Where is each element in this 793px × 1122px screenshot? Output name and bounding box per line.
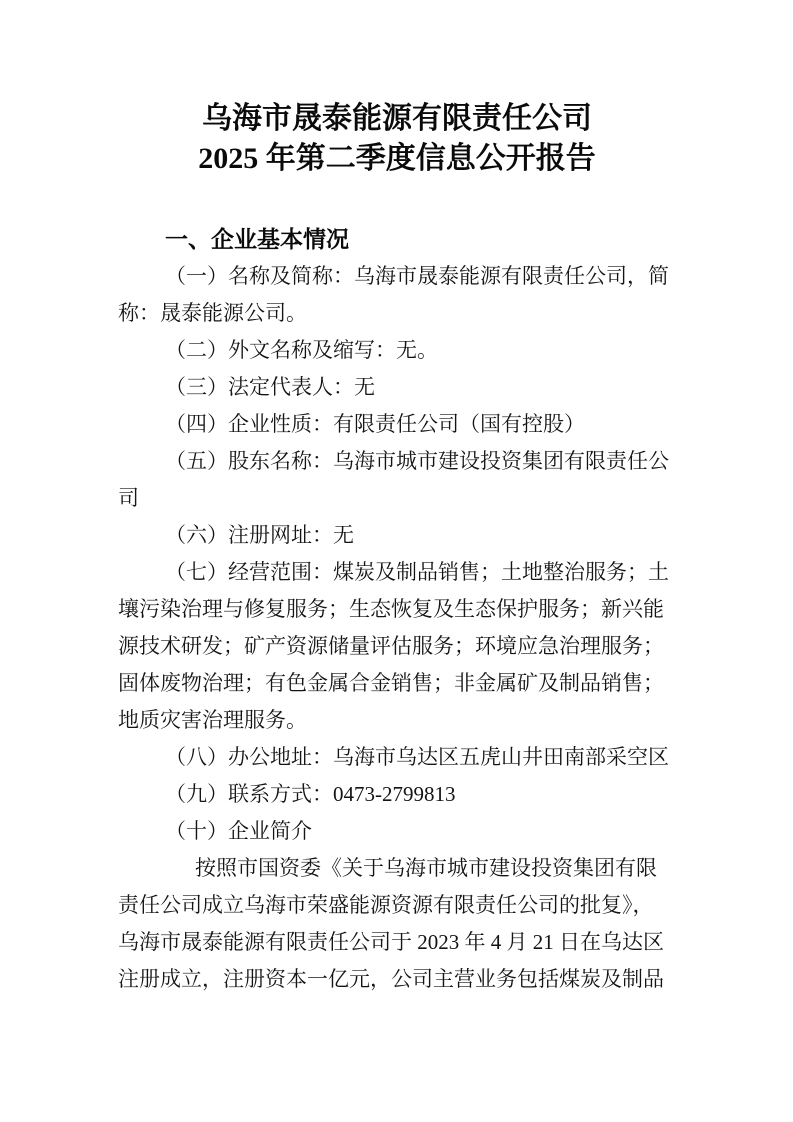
document-title (118, 99, 676, 179)
body-line-office-address: （八）办公地址：乌海市乌达区五虎山井田南部采空区 (165, 745, 669, 769)
document-title-line-2: 2025 年第二季度信息公开报告 (198, 142, 596, 175)
body-line-business-scope-cont-2: 源技术研发；矿产资源储量评估服务；环境应急治理服务； (118, 634, 664, 658)
body-line-profile-para-1: 按照市国资委《关于乌海市城市建设投资集团有限 (195, 856, 657, 880)
document-title-line-1: 乌海市晟泰能源有限责任公司 (202, 102, 592, 135)
body-line-business-scope-cont-1: 壤污染治理与修复服务；生态恢复及生态保护服务；新兴能 (118, 597, 664, 621)
body-line-business-scope: （七）经营范围：煤炭及制品销售；土地整治服务；土 (165, 560, 669, 584)
document-content (118, 0, 676, 998)
body-line-profile-para-2: 责任公司成立乌海市荣盛能源资源有限责任公司的批复》， (118, 893, 654, 917)
body-line-company-profile-label: （十）企业简介 (165, 819, 312, 843)
body-line-name-abbreviation-cont: 称：晟泰能源公司。 (118, 301, 307, 325)
body-line-contact-phone: （九）联系方式：0473-2799813 (165, 782, 456, 806)
body-line-shareholder: （五）股东名称：乌海市城市建设投资集团有限责任公 (165, 449, 669, 473)
body-line-profile-para-3: 乌海市晟泰能源有限责任公司于 2023 年 4 月 21 日在乌达区 (118, 930, 664, 954)
document-body (118, 258, 676, 998)
body-line-profile-para-4: 注册成立，注册资本一亿元，公司主营业务包括煤炭及制品 (118, 967, 664, 991)
body-line-legal-representative: （三）法定代表人：无 (165, 375, 375, 399)
body-line-name-abbreviation: （一）名称及简称：乌海市晟泰能源有限责任公司，简 (165, 264, 669, 288)
body-line-enterprise-type: （四）企业性质：有限责任公司（国有控股） (165, 412, 585, 436)
body-line-website: （六）注册网址：无 (165, 523, 354, 547)
body-line-foreign-name: （二）外文名称及缩写：无。 (165, 338, 438, 362)
body-line-business-scope-cont-4: 地质灾害治理服务。 (118, 708, 307, 732)
body-line-shareholder-cont: 司 (118, 486, 139, 510)
section-heading: 一、企业基本情况 (165, 226, 349, 252)
body-line-business-scope-cont-3: 固体废物治理；有色金属合金销售；非金属矿及制品销售； (118, 671, 664, 695)
